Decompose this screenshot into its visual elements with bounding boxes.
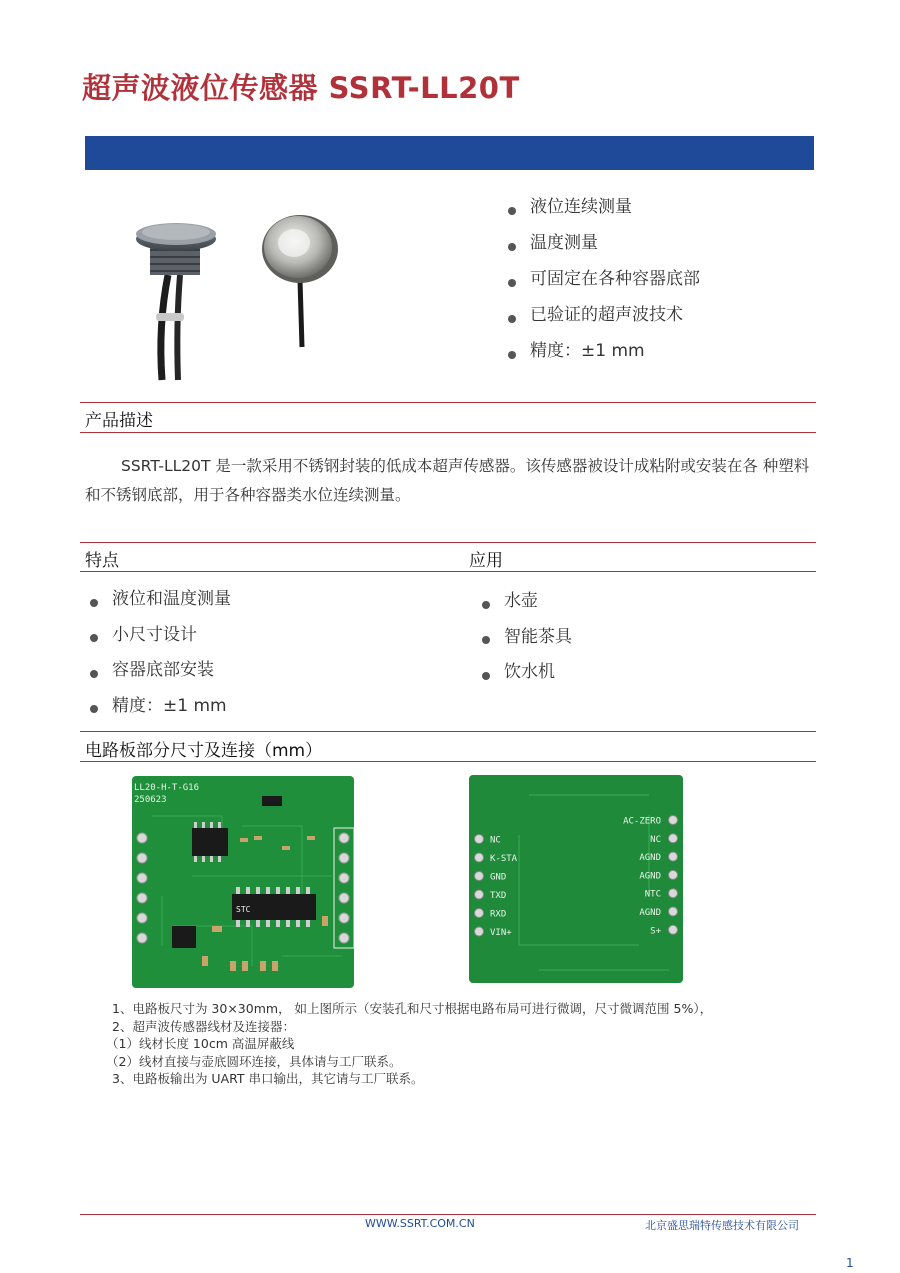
list-item: 水壶 — [480, 587, 572, 623]
list-item: 饮水机 — [480, 658, 572, 694]
pin-label: AGND — [639, 853, 661, 864]
pin-pad — [669, 889, 678, 898]
section-rule — [80, 731, 816, 732]
note-line: （2）线材直接与壶底圆环连接，具体请与工厂联系。 — [106, 1053, 402, 1069]
pin-label: K-STA — [490, 854, 518, 864]
list-item: 精度：±1 mm — [506, 337, 700, 373]
silk-label: LL20-H-T-G16 — [134, 783, 200, 793]
sensor-product-photo — [128, 205, 353, 383]
chip-label: STC — [236, 905, 251, 914]
top-feature-list — [506, 193, 700, 373]
page-title: 超声波液位传感器 SSRT-LL20T — [82, 71, 520, 105]
pin-pad — [669, 907, 678, 916]
list-item: 小尺寸设计 — [88, 621, 231, 657]
pin-pad — [669, 852, 678, 861]
pin-pad — [669, 870, 678, 879]
applications-list — [480, 587, 572, 694]
pin-label: VIN+ — [490, 928, 512, 938]
page-number: 1 — [846, 1256, 854, 1270]
pin-label: S+ — [650, 926, 661, 937]
pin-label: GND — [490, 872, 507, 883]
list-item: 液位连续测量 — [506, 193, 700, 229]
silk-label: 250623 — [134, 795, 167, 805]
pcb-front-photo — [132, 776, 354, 988]
footer-rule — [80, 1214, 816, 1215]
section-rule — [80, 542, 816, 543]
pin-label: NC — [650, 834, 661, 845]
list-item: 液位和温度测量 — [88, 585, 231, 621]
section-rule — [80, 571, 816, 572]
note-line: （1）线材长度 10cm 高温屏蔽线 — [106, 1036, 295, 1051]
pin-label: AC-ZERO — [623, 816, 661, 827]
description-paragraph: SSRT-LL20T 是一款采用不锈钢封装的低成本超声传感器。该传感器被设计成粘附或安装在各 种塑料和不锈钢底部，用于各种容器类水位连续测量。 — [85, 457, 810, 504]
pin-label: AGND — [639, 908, 661, 918]
pin-pad — [475, 927, 484, 936]
pin-pad — [475, 890, 484, 899]
pin-pad — [475, 872, 484, 881]
list-item: 容器底部安装 — [88, 656, 231, 692]
pin-pad — [475, 835, 484, 844]
section-heading-features: 特点 — [85, 551, 119, 571]
list-item: 温度测量 — [506, 229, 700, 265]
pin-label: NC — [490, 835, 501, 846]
pin-pad — [475, 909, 484, 918]
pin-pad — [669, 925, 678, 934]
section-rule — [80, 761, 816, 762]
list-item: 可固定在各种容器底部 — [506, 265, 700, 301]
pin-label: AGND — [639, 871, 661, 882]
section-heading-description: 产品描述 — [85, 411, 153, 431]
pcb-back-photo — [469, 775, 683, 983]
pin-pad — [475, 853, 484, 862]
section-heading-circuit: 电路板部分尺寸及连接（mm） — [85, 741, 323, 761]
footer-website: WWW.SSRT.COM.CN — [365, 1217, 475, 1230]
note-line: 3、电路板输出为 UART 串口输出，其它请与工厂联系。 — [112, 1071, 424, 1086]
list-item: 智能茶具 — [480, 623, 572, 659]
pin-label: RXD — [490, 909, 507, 920]
features-list — [88, 585, 231, 727]
header-bar — [85, 136, 814, 170]
circuit-notes — [106, 1000, 713, 1088]
section-heading-applications: 应用 — [469, 551, 503, 571]
section-rule — [80, 432, 816, 433]
section-rule — [80, 402, 816, 403]
footer-company: 北京盛思瑞特传感技术有限公司 — [645, 1219, 799, 1232]
note-line: 1、电路板尺寸为 30×30mm， 如上图所示（安装孔和尺寸根据电路布局可进行微调，尺寸微调范围 5%）， — [112, 1001, 713, 1016]
pin-label: NTC — [644, 889, 661, 900]
list-item: 已验证的超声波技术 — [506, 301, 700, 337]
pin-pad — [669, 834, 678, 843]
pin-label: TXD — [490, 891, 507, 901]
note-line: 2、超声波传感器线材及连接器： — [112, 1018, 295, 1034]
pin-pad — [669, 816, 678, 825]
list-item: 精度：±1 mm — [88, 692, 231, 728]
